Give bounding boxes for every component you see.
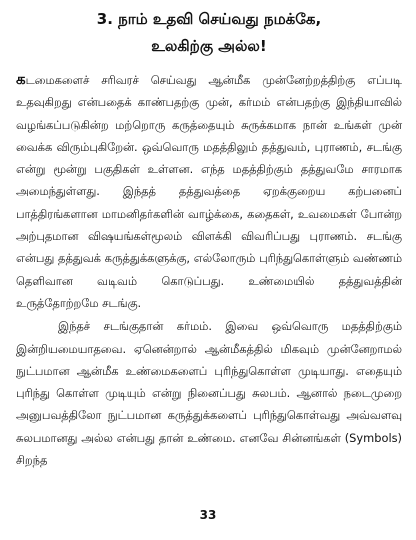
paragraph-2-text: இந்தச் சடங்குதான் கர்மம். இவை ஒவ்வொரு மதத்திற்கும் இன்றியமையாதவை. ஏனென்றால் ஆன்மீகத்தில் மிகவும் முன்னேறாமல் நுட்பமான ஆன்மீக உண்மைகளைப் புரிந்துகொள்ள முடியாது. எதையும் புரிந்து கொள்ள முடியும் என்று நினைப்பது சுலபம். ஆனால் நடைமுறை அனுபவத்திலோ நுட்பமான கருத்துக்களைப் புரிந்துகொள்வது அவ்வளவு சுலபமானது அல்ல என்பது தான் உண்மை. எனவே சின்னங்கள் (Symbols) சிறந்த — [16, 319, 402, 468]
paragraph-1-dropcap: க — [16, 70, 26, 88]
paragraph-1-text: டமைகளைச் சரிவரச் செய்வது ஆன்மீக முன்னேற்றத்திற்கு எப்படி உதவுகிறது என்பதைக் காண்பதற்கு முன், கர்மம் என்பதற்கு இந்தியாவில் வழங்கப்படுகின்ற மற்றொரு கருத்தையும் சுருக்கமாக நான் உங்கள் முன் வைக்க விரும்புகிறேன். ஒவ்வொரு மதத்திலும் தத்துவம், புராணம், சடங்கு என்று மூன்று பகுதிகள் உள்ளன. எந்த மதத்திற்கும் தத்துவமே சாரமாக அமைந்துள்ளது. இந்தத் தத்துவத்தை ஏறக்குறைய கற்பனைப் பாத்திரங்களான மாமனிதர்களின் வாழ்க்கை, கதைகள், உவமைகள் போன்ற அற்புதமான விஷயங்கள்மூலம் விளக்கி விவரிப்பது புராணம். சடங்கு என்பது தத்துவக் கருத்துக்களுக்கு, எல்லோரும் புரிந்துகொள்ளும் வண்ணம் தெளிவான வடிவம் கொடுப்பது. உண்மையில் தத்துவத்தின் உருத்தோற்றமே சடங்கு. — [16, 73, 402, 310]
paragraph-2 — [16, 315, 402, 471]
chapter-heading — [16, 6, 402, 60]
chapter-heading-line-1: 3. நாம் உதவி செய்வது நமக்கே, — [96, 10, 322, 28]
chapter-body — [16, 68, 402, 471]
chapter-heading-line-2: உலகிற்கு அல்ல! — [151, 37, 267, 55]
page-number: 33 — [199, 508, 217, 522]
paragraph-1 — [16, 68, 402, 314]
